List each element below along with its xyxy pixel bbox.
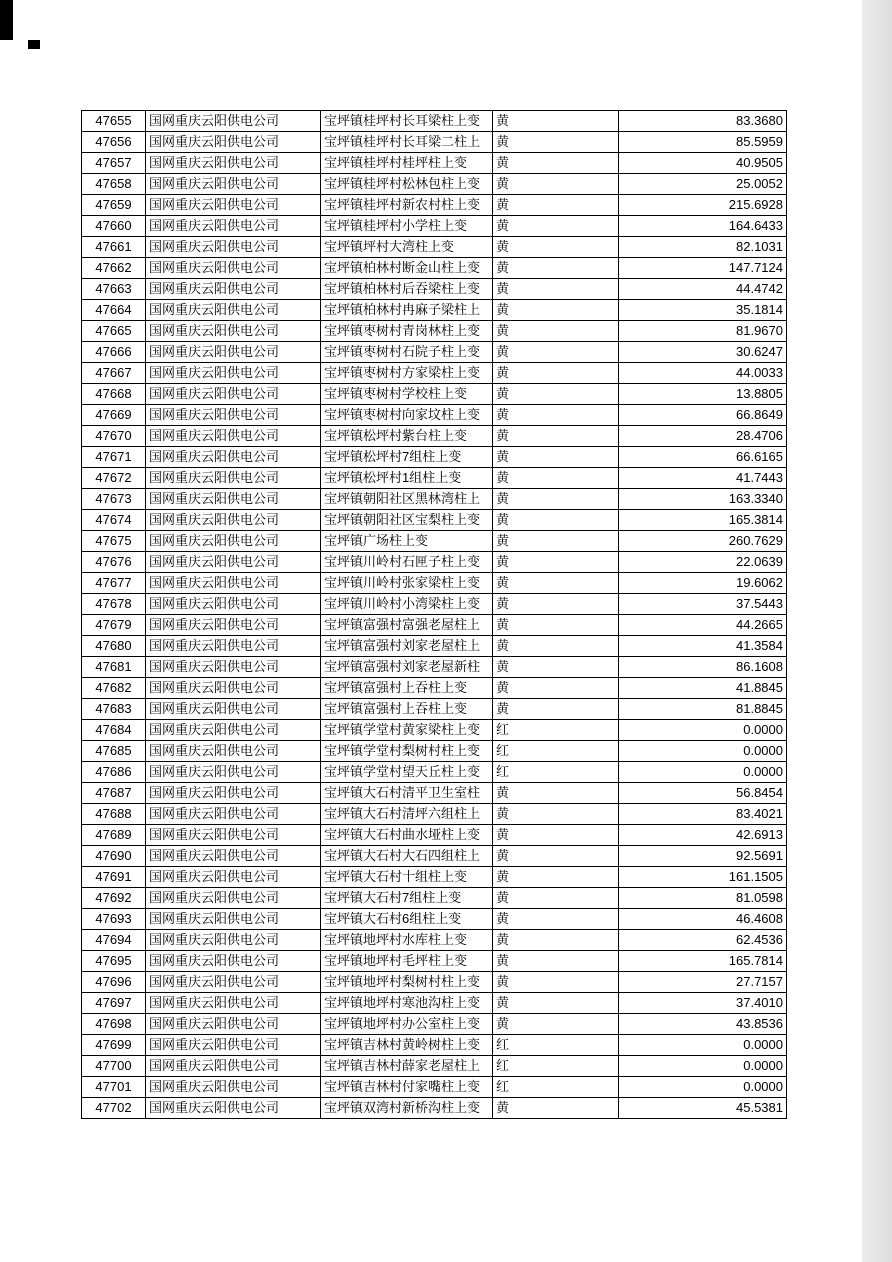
cell-company: 国网重庆云阳供电公司: [146, 825, 321, 846]
cell-status: 红: [493, 1077, 619, 1098]
table-row: [82, 846, 787, 867]
cell-station-name: 宝坪镇桂坪村桂坪柱上变: [321, 153, 493, 174]
cell-value: 0.0000: [619, 1077, 787, 1098]
cell-station-name: 宝坪镇学堂村黄家梁柱上变: [321, 720, 493, 741]
cell-value: 0.0000: [619, 1035, 787, 1056]
cell-value: 165.7814: [619, 951, 787, 972]
cell-row-id: 47701: [82, 1077, 146, 1098]
cell-status: 黄: [493, 552, 619, 573]
cell-value: 165.3814: [619, 510, 787, 531]
cell-value: 22.0639: [619, 552, 787, 573]
cell-company: 国网重庆云阳供电公司: [146, 426, 321, 447]
table-row: [82, 405, 787, 426]
cell-station-name: 宝坪镇富强村上吞柱上变: [321, 699, 493, 720]
cell-row-id: 47694: [82, 930, 146, 951]
cell-company: 国网重庆云阳供电公司: [146, 342, 321, 363]
cell-value: 86.1608: [619, 657, 787, 678]
cell-station-name: 宝坪镇桂坪村松林包柱上变: [321, 174, 493, 195]
cell-company: 国网重庆云阳供电公司: [146, 678, 321, 699]
cell-station-name: 宝坪镇松坪村1组柱上变: [321, 468, 493, 489]
table-row: [82, 531, 787, 552]
cell-company: 国网重庆云阳供电公司: [146, 1077, 321, 1098]
page-edge-strip: [862, 0, 892, 1262]
cell-row-id: 47684: [82, 720, 146, 741]
table-row: [82, 447, 787, 468]
table-row: [82, 321, 787, 342]
table-row: [82, 342, 787, 363]
cell-value: 35.1814: [619, 300, 787, 321]
cell-status: 黄: [493, 468, 619, 489]
cell-status: 黄: [493, 510, 619, 531]
cell-status: 黄: [493, 237, 619, 258]
cell-status: 黄: [493, 447, 619, 468]
cell-row-id: 47674: [82, 510, 146, 531]
cell-row-id: 47659: [82, 195, 146, 216]
cell-row-id: 47687: [82, 783, 146, 804]
cell-value: 81.8845: [619, 699, 787, 720]
table-row: [82, 426, 787, 447]
cell-row-id: 47661: [82, 237, 146, 258]
cell-status: 黄: [493, 951, 619, 972]
cell-status: 黄: [493, 174, 619, 195]
cell-station-name: 宝坪镇枣树村青岗林柱上变: [321, 321, 493, 342]
cell-station-name: 宝坪镇双湾村新桥沟柱上变: [321, 1098, 493, 1119]
cell-row-id: 47689: [82, 825, 146, 846]
cell-status: 黄: [493, 300, 619, 321]
cell-status: 黄: [493, 384, 619, 405]
cell-value: 44.4742: [619, 279, 787, 300]
table-row: [82, 300, 787, 321]
cell-status: 黄: [493, 279, 619, 300]
cell-status: 红: [493, 1056, 619, 1077]
cell-company: 国网重庆云阳供电公司: [146, 741, 321, 762]
table-row: [82, 489, 787, 510]
cell-station-name: 宝坪镇桂坪村长耳梁柱上变: [321, 111, 493, 132]
cell-status: 黄: [493, 972, 619, 993]
cell-value: 66.6165: [619, 447, 787, 468]
cell-station-name: 宝坪镇松坪村紫台柱上变: [321, 426, 493, 447]
cell-company: 国网重庆云阳供电公司: [146, 951, 321, 972]
table-row: [82, 1014, 787, 1035]
table-row: [82, 657, 787, 678]
cell-station-name: 宝坪镇吉林村薛家老屋柱上: [321, 1056, 493, 1077]
cell-row-id: 47671: [82, 447, 146, 468]
cell-company: 国网重庆云阳供电公司: [146, 573, 321, 594]
cell-value: 83.3680: [619, 111, 787, 132]
data-table-body: [82, 111, 787, 1119]
cell-company: 国网重庆云阳供电公司: [146, 615, 321, 636]
cell-status: 黄: [493, 132, 619, 153]
cell-status: 黄: [493, 909, 619, 930]
cell-row-id: 47675: [82, 531, 146, 552]
cell-value: 44.2665: [619, 615, 787, 636]
cell-status: 黄: [493, 867, 619, 888]
cell-row-id: 47655: [82, 111, 146, 132]
cell-value: 164.6433: [619, 216, 787, 237]
cell-station-name: 宝坪镇地坪村毛坪柱上变: [321, 951, 493, 972]
cell-station-name: 宝坪镇吉林村付家嘴柱上变: [321, 1077, 493, 1098]
cell-row-id: 47681: [82, 657, 146, 678]
table-row: [82, 237, 787, 258]
cell-station-name: 宝坪镇富强村刘家老屋柱上: [321, 636, 493, 657]
cell-status: 红: [493, 741, 619, 762]
cell-company: 国网重庆云阳供电公司: [146, 405, 321, 426]
table-row: [82, 468, 787, 489]
cell-station-name: 宝坪镇大石村曲水垭柱上变: [321, 825, 493, 846]
cell-value: 56.8454: [619, 783, 787, 804]
cell-value: 66.8649: [619, 405, 787, 426]
table-row: [82, 384, 787, 405]
cell-company: 国网重庆云阳供电公司: [146, 720, 321, 741]
cell-company: 国网重庆云阳供电公司: [146, 783, 321, 804]
cell-station-name: 宝坪镇大石村清平卫生室柱: [321, 783, 493, 804]
cell-status: 黄: [493, 489, 619, 510]
cell-value: 0.0000: [619, 741, 787, 762]
cell-value: 42.6913: [619, 825, 787, 846]
cell-row-id: 47702: [82, 1098, 146, 1119]
cell-value: 163.3340: [619, 489, 787, 510]
cell-company: 国网重庆云阳供电公司: [146, 279, 321, 300]
table-row: [82, 636, 787, 657]
cell-value: 62.4536: [619, 930, 787, 951]
scan-artifact-small: [28, 40, 40, 49]
cell-row-id: 47665: [82, 321, 146, 342]
cell-row-id: 47663: [82, 279, 146, 300]
table-row: [82, 867, 787, 888]
cell-status: 黄: [493, 825, 619, 846]
cell-company: 国网重庆云阳供电公司: [146, 300, 321, 321]
cell-row-id: 47667: [82, 363, 146, 384]
cell-status: 黄: [493, 783, 619, 804]
table-row: [82, 594, 787, 615]
table-row: [82, 804, 787, 825]
cell-value: 41.8845: [619, 678, 787, 699]
cell-company: 国网重庆云阳供电公司: [146, 195, 321, 216]
cell-company: 国网重庆云阳供电公司: [146, 153, 321, 174]
cell-company: 国网重庆云阳供电公司: [146, 846, 321, 867]
cell-status: 黄: [493, 594, 619, 615]
table-row: [82, 741, 787, 762]
cell-row-id: 47683: [82, 699, 146, 720]
cell-value: 40.9505: [619, 153, 787, 174]
cell-station-name: 宝坪镇广场柱上变: [321, 531, 493, 552]
cell-company: 国网重庆云阳供电公司: [146, 531, 321, 552]
table-row: [82, 552, 787, 573]
cell-company: 国网重庆云阳供电公司: [146, 804, 321, 825]
cell-status: 黄: [493, 804, 619, 825]
cell-company: 国网重庆云阳供电公司: [146, 1035, 321, 1056]
cell-value: 161.1505: [619, 867, 787, 888]
cell-status: 黄: [493, 363, 619, 384]
cell-station-name: 宝坪镇枣树村石院子柱上变: [321, 342, 493, 363]
data-table: [81, 110, 787, 1119]
table-row: [82, 972, 787, 993]
cell-company: 国网重庆云阳供电公司: [146, 510, 321, 531]
table-row: [82, 1077, 787, 1098]
cell-status: 黄: [493, 1098, 619, 1119]
cell-company: 国网重庆云阳供电公司: [146, 447, 321, 468]
cell-status: 黄: [493, 888, 619, 909]
cell-value: 37.5443: [619, 594, 787, 615]
cell-status: 黄: [493, 258, 619, 279]
cell-station-name: 宝坪镇枣树村学校柱上变: [321, 384, 493, 405]
cell-company: 国网重庆云阳供电公司: [146, 1014, 321, 1035]
cell-row-id: 47698: [82, 1014, 146, 1035]
cell-station-name: 宝坪镇桂坪村新农村柱上变: [321, 195, 493, 216]
cell-row-id: 47664: [82, 300, 146, 321]
cell-company: 国网重庆云阳供电公司: [146, 258, 321, 279]
cell-station-name: 宝坪镇川岭村石匣子柱上变: [321, 552, 493, 573]
cell-status: 黄: [493, 699, 619, 720]
cell-row-id: 47662: [82, 258, 146, 279]
cell-station-name: 宝坪镇富强村刘家老屋新柱: [321, 657, 493, 678]
table-row: [82, 678, 787, 699]
cell-status: 黄: [493, 573, 619, 594]
cell-status: 红: [493, 720, 619, 741]
table-row: [82, 174, 787, 195]
cell-value: 28.4706: [619, 426, 787, 447]
cell-company: 国网重庆云阳供电公司: [146, 972, 321, 993]
cell-row-id: 47673: [82, 489, 146, 510]
cell-value: 85.5959: [619, 132, 787, 153]
cell-station-name: 宝坪镇坪村大湾柱上变: [321, 237, 493, 258]
cell-row-id: 47680: [82, 636, 146, 657]
cell-value: 82.1031: [619, 237, 787, 258]
cell-station-name: 宝坪镇枣树村向家坟柱上变: [321, 405, 493, 426]
cell-station-name: 宝坪镇朝阳社区黑林湾柱上: [321, 489, 493, 510]
table-row: [82, 1035, 787, 1056]
cell-company: 国网重庆云阳供电公司: [146, 321, 321, 342]
cell-company: 国网重庆云阳供电公司: [146, 216, 321, 237]
cell-company: 国网重庆云阳供电公司: [146, 237, 321, 258]
cell-status: 黄: [493, 111, 619, 132]
cell-value: 81.0598: [619, 888, 787, 909]
table-row: [82, 909, 787, 930]
cell-row-id: 47688: [82, 804, 146, 825]
cell-company: 国网重庆云阳供电公司: [146, 888, 321, 909]
cell-station-name: 宝坪镇桂坪村长耳梁二柱上: [321, 132, 493, 153]
cell-station-name: 宝坪镇大石村7组柱上变: [321, 888, 493, 909]
cell-status: 黄: [493, 153, 619, 174]
cell-value: 41.3584: [619, 636, 787, 657]
cell-value: 0.0000: [619, 762, 787, 783]
cell-value: 19.6062: [619, 573, 787, 594]
cell-company: 国网重庆云阳供电公司: [146, 363, 321, 384]
cell-row-id: 47697: [82, 993, 146, 1014]
cell-station-name: 宝坪镇学堂村望天丘柱上变: [321, 762, 493, 783]
cell-value: 13.8805: [619, 384, 787, 405]
cell-company: 国网重庆云阳供电公司: [146, 594, 321, 615]
cell-row-id: 47696: [82, 972, 146, 993]
cell-row-id: 47677: [82, 573, 146, 594]
cell-station-name: 宝坪镇地坪村寒池沟柱上变: [321, 993, 493, 1014]
cell-station-name: 宝坪镇柏林村冉麻子梁柱上: [321, 300, 493, 321]
cell-station-name: 宝坪镇大石村大石四组柱上: [321, 846, 493, 867]
cell-status: 黄: [493, 216, 619, 237]
cell-station-name: 宝坪镇朝阳社区宝梨柱上变: [321, 510, 493, 531]
cell-status: 黄: [493, 195, 619, 216]
cell-value: 260.7629: [619, 531, 787, 552]
cell-company: 国网重庆云阳供电公司: [146, 993, 321, 1014]
table-row: [82, 993, 787, 1014]
cell-value: 41.7443: [619, 468, 787, 489]
cell-status: 黄: [493, 1014, 619, 1035]
cell-status: 黄: [493, 615, 619, 636]
cell-company: 国网重庆云阳供电公司: [146, 111, 321, 132]
table-row: [82, 279, 787, 300]
cell-station-name: 宝坪镇富强村富强老屋柱上: [321, 615, 493, 636]
cell-value: 44.0033: [619, 363, 787, 384]
cell-company: 国网重庆云阳供电公司: [146, 489, 321, 510]
cell-company: 国网重庆云阳供电公司: [146, 1098, 321, 1119]
table-row: [82, 825, 787, 846]
cell-station-name: 宝坪镇学堂村梨树村柱上变: [321, 741, 493, 762]
cell-station-name: 宝坪镇大石村6组柱上变: [321, 909, 493, 930]
cell-row-id: 47656: [82, 132, 146, 153]
cell-station-name: 宝坪镇地坪村梨树村柱上变: [321, 972, 493, 993]
table-row: [82, 258, 787, 279]
cell-company: 国网重庆云阳供电公司: [146, 909, 321, 930]
cell-row-id: 47666: [82, 342, 146, 363]
cell-value: 81.9670: [619, 321, 787, 342]
cell-row-id: 47668: [82, 384, 146, 405]
cell-value: 147.7124: [619, 258, 787, 279]
cell-status: 黄: [493, 930, 619, 951]
cell-status: 黄: [493, 678, 619, 699]
table-row: [82, 699, 787, 720]
cell-station-name: 宝坪镇地坪村水库柱上变: [321, 930, 493, 951]
table-row: [82, 195, 787, 216]
cell-row-id: 47686: [82, 762, 146, 783]
cell-company: 国网重庆云阳供电公司: [146, 930, 321, 951]
cell-row-id: 47699: [82, 1035, 146, 1056]
cell-row-id: 47695: [82, 951, 146, 972]
cell-value: 37.4010: [619, 993, 787, 1014]
table-row: [82, 132, 787, 153]
cell-row-id: 47672: [82, 468, 146, 489]
cell-value: 92.5691: [619, 846, 787, 867]
table-row: [82, 615, 787, 636]
cell-value: 83.4021: [619, 804, 787, 825]
table-row: [82, 153, 787, 174]
cell-value: 46.4608: [619, 909, 787, 930]
table-row: [82, 888, 787, 909]
table-row: [82, 783, 787, 804]
cell-status: 黄: [493, 993, 619, 1014]
cell-station-name: 宝坪镇地坪村办公室柱上变: [321, 1014, 493, 1035]
table-row: [82, 573, 787, 594]
cell-row-id: 47669: [82, 405, 146, 426]
cell-value: 215.6928: [619, 195, 787, 216]
table-row: [82, 363, 787, 384]
cell-company: 国网重庆云阳供电公司: [146, 132, 321, 153]
cell-station-name: 宝坪镇柏林村后吞梁柱上变: [321, 279, 493, 300]
cell-value: 0.0000: [619, 1056, 787, 1077]
cell-company: 国网重庆云阳供电公司: [146, 636, 321, 657]
cell-company: 国网重庆云阳供电公司: [146, 762, 321, 783]
cell-company: 国网重庆云阳供电公司: [146, 384, 321, 405]
cell-station-name: 宝坪镇枣树村方家梁柱上变: [321, 363, 493, 384]
cell-row-id: 47700: [82, 1056, 146, 1077]
cell-station-name: 宝坪镇桂坪村小学柱上变: [321, 216, 493, 237]
table-row: [82, 720, 787, 741]
cell-value: 27.7157: [619, 972, 787, 993]
cell-row-id: 47690: [82, 846, 146, 867]
table-row: [82, 1056, 787, 1077]
cell-company: 国网重庆云阳供电公司: [146, 468, 321, 489]
table-row: [82, 951, 787, 972]
cell-status: 黄: [493, 342, 619, 363]
cell-value: 30.6247: [619, 342, 787, 363]
cell-value: 25.0052: [619, 174, 787, 195]
cell-status: 黄: [493, 657, 619, 678]
cell-status: 黄: [493, 426, 619, 447]
table-row: [82, 1098, 787, 1119]
cell-company: 国网重庆云阳供电公司: [146, 1056, 321, 1077]
table-row: [82, 111, 787, 132]
cell-row-id: 47658: [82, 174, 146, 195]
cell-status: 黄: [493, 405, 619, 426]
cell-station-name: 宝坪镇吉林村黄岭树柱上变: [321, 1035, 493, 1056]
cell-status: 黄: [493, 636, 619, 657]
cell-row-id: 47676: [82, 552, 146, 573]
cell-value: 0.0000: [619, 720, 787, 741]
cell-status: 红: [493, 762, 619, 783]
cell-station-name: 宝坪镇川岭村张家梁柱上变: [321, 573, 493, 594]
cell-company: 国网重庆云阳供电公司: [146, 174, 321, 195]
cell-status: 黄: [493, 846, 619, 867]
cell-value: 45.5381: [619, 1098, 787, 1119]
table-row: [82, 510, 787, 531]
cell-row-id: 47692: [82, 888, 146, 909]
cell-company: 国网重庆云阳供电公司: [146, 552, 321, 573]
cell-row-id: 47679: [82, 615, 146, 636]
cell-row-id: 47657: [82, 153, 146, 174]
cell-station-name: 宝坪镇川岭村小湾梁柱上变: [321, 594, 493, 615]
cell-value: 43.8536: [619, 1014, 787, 1035]
cell-company: 国网重庆云阳供电公司: [146, 657, 321, 678]
cell-row-id: 47691: [82, 867, 146, 888]
cell-station-name: 宝坪镇柏林村断金山柱上变: [321, 258, 493, 279]
cell-status: 黄: [493, 321, 619, 342]
table-row: [82, 762, 787, 783]
cell-company: 国网重庆云阳供电公司: [146, 867, 321, 888]
cell-company: 国网重庆云阳供电公司: [146, 699, 321, 720]
table-row: [82, 216, 787, 237]
cell-station-name: 宝坪镇富强村上吞柱上变: [321, 678, 493, 699]
scan-artifact-top-left: [0, 0, 13, 40]
cell-station-name: 宝坪镇大石村十组柱上变: [321, 867, 493, 888]
cell-status: 红: [493, 1035, 619, 1056]
cell-row-id: 47670: [82, 426, 146, 447]
cell-row-id: 47678: [82, 594, 146, 615]
cell-row-id: 47685: [82, 741, 146, 762]
cell-station-name: 宝坪镇大石村清坪六组柱上: [321, 804, 493, 825]
cell-status: 黄: [493, 531, 619, 552]
cell-station-name: 宝坪镇松坪村7组柱上变: [321, 447, 493, 468]
table-row: [82, 930, 787, 951]
cell-row-id: 47682: [82, 678, 146, 699]
cell-row-id: 47660: [82, 216, 146, 237]
cell-row-id: 47693: [82, 909, 146, 930]
